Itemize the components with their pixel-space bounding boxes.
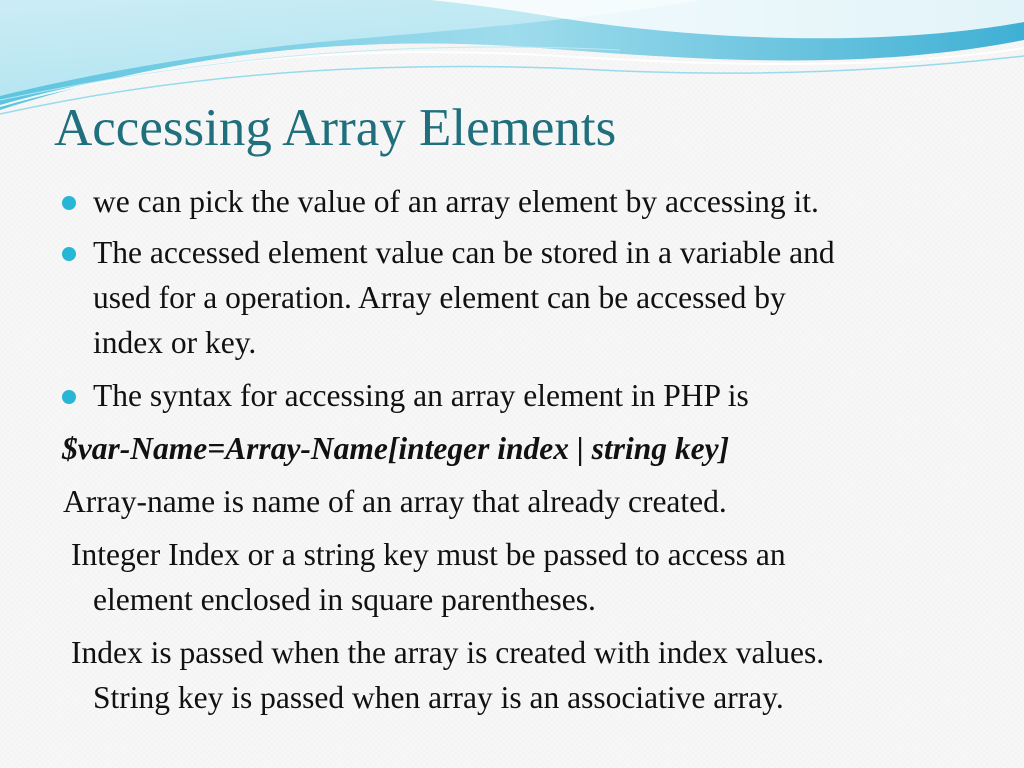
bullet-line: The syntax for accessing an array element in PHP is (93, 378, 749, 413)
bullet-line: The accessed element value can be stored in a variable and (93, 235, 835, 270)
paragraph-line: Integer Index or a string key must be passed to access an (71, 537, 786, 572)
paragraph-line: String key is passed when array is an associative array. (93, 680, 784, 715)
bullet-line: used for a operation. Array element can be accessed by (93, 280, 786, 315)
paragraph-line: Index is passed when the array is created with index values. (71, 635, 825, 670)
paragraph-line: element enclosed in square parentheses. (93, 582, 596, 617)
syntax-line: $var-Name=Array-Name[integer index | string key] (62, 431, 730, 466)
bullet-line: index or key. (93, 325, 257, 360)
bullet-dot-icon (62, 390, 76, 404)
bullet-dot-icon (62, 247, 76, 261)
bullet-line: we can pick the value of an array element by accessing it. (93, 184, 819, 219)
slide-title: Accessing Array Elements (54, 99, 617, 157)
paragraph-line: Array-name is name of an array that already created. (63, 484, 727, 519)
bullet-dot-icon (62, 196, 76, 210)
